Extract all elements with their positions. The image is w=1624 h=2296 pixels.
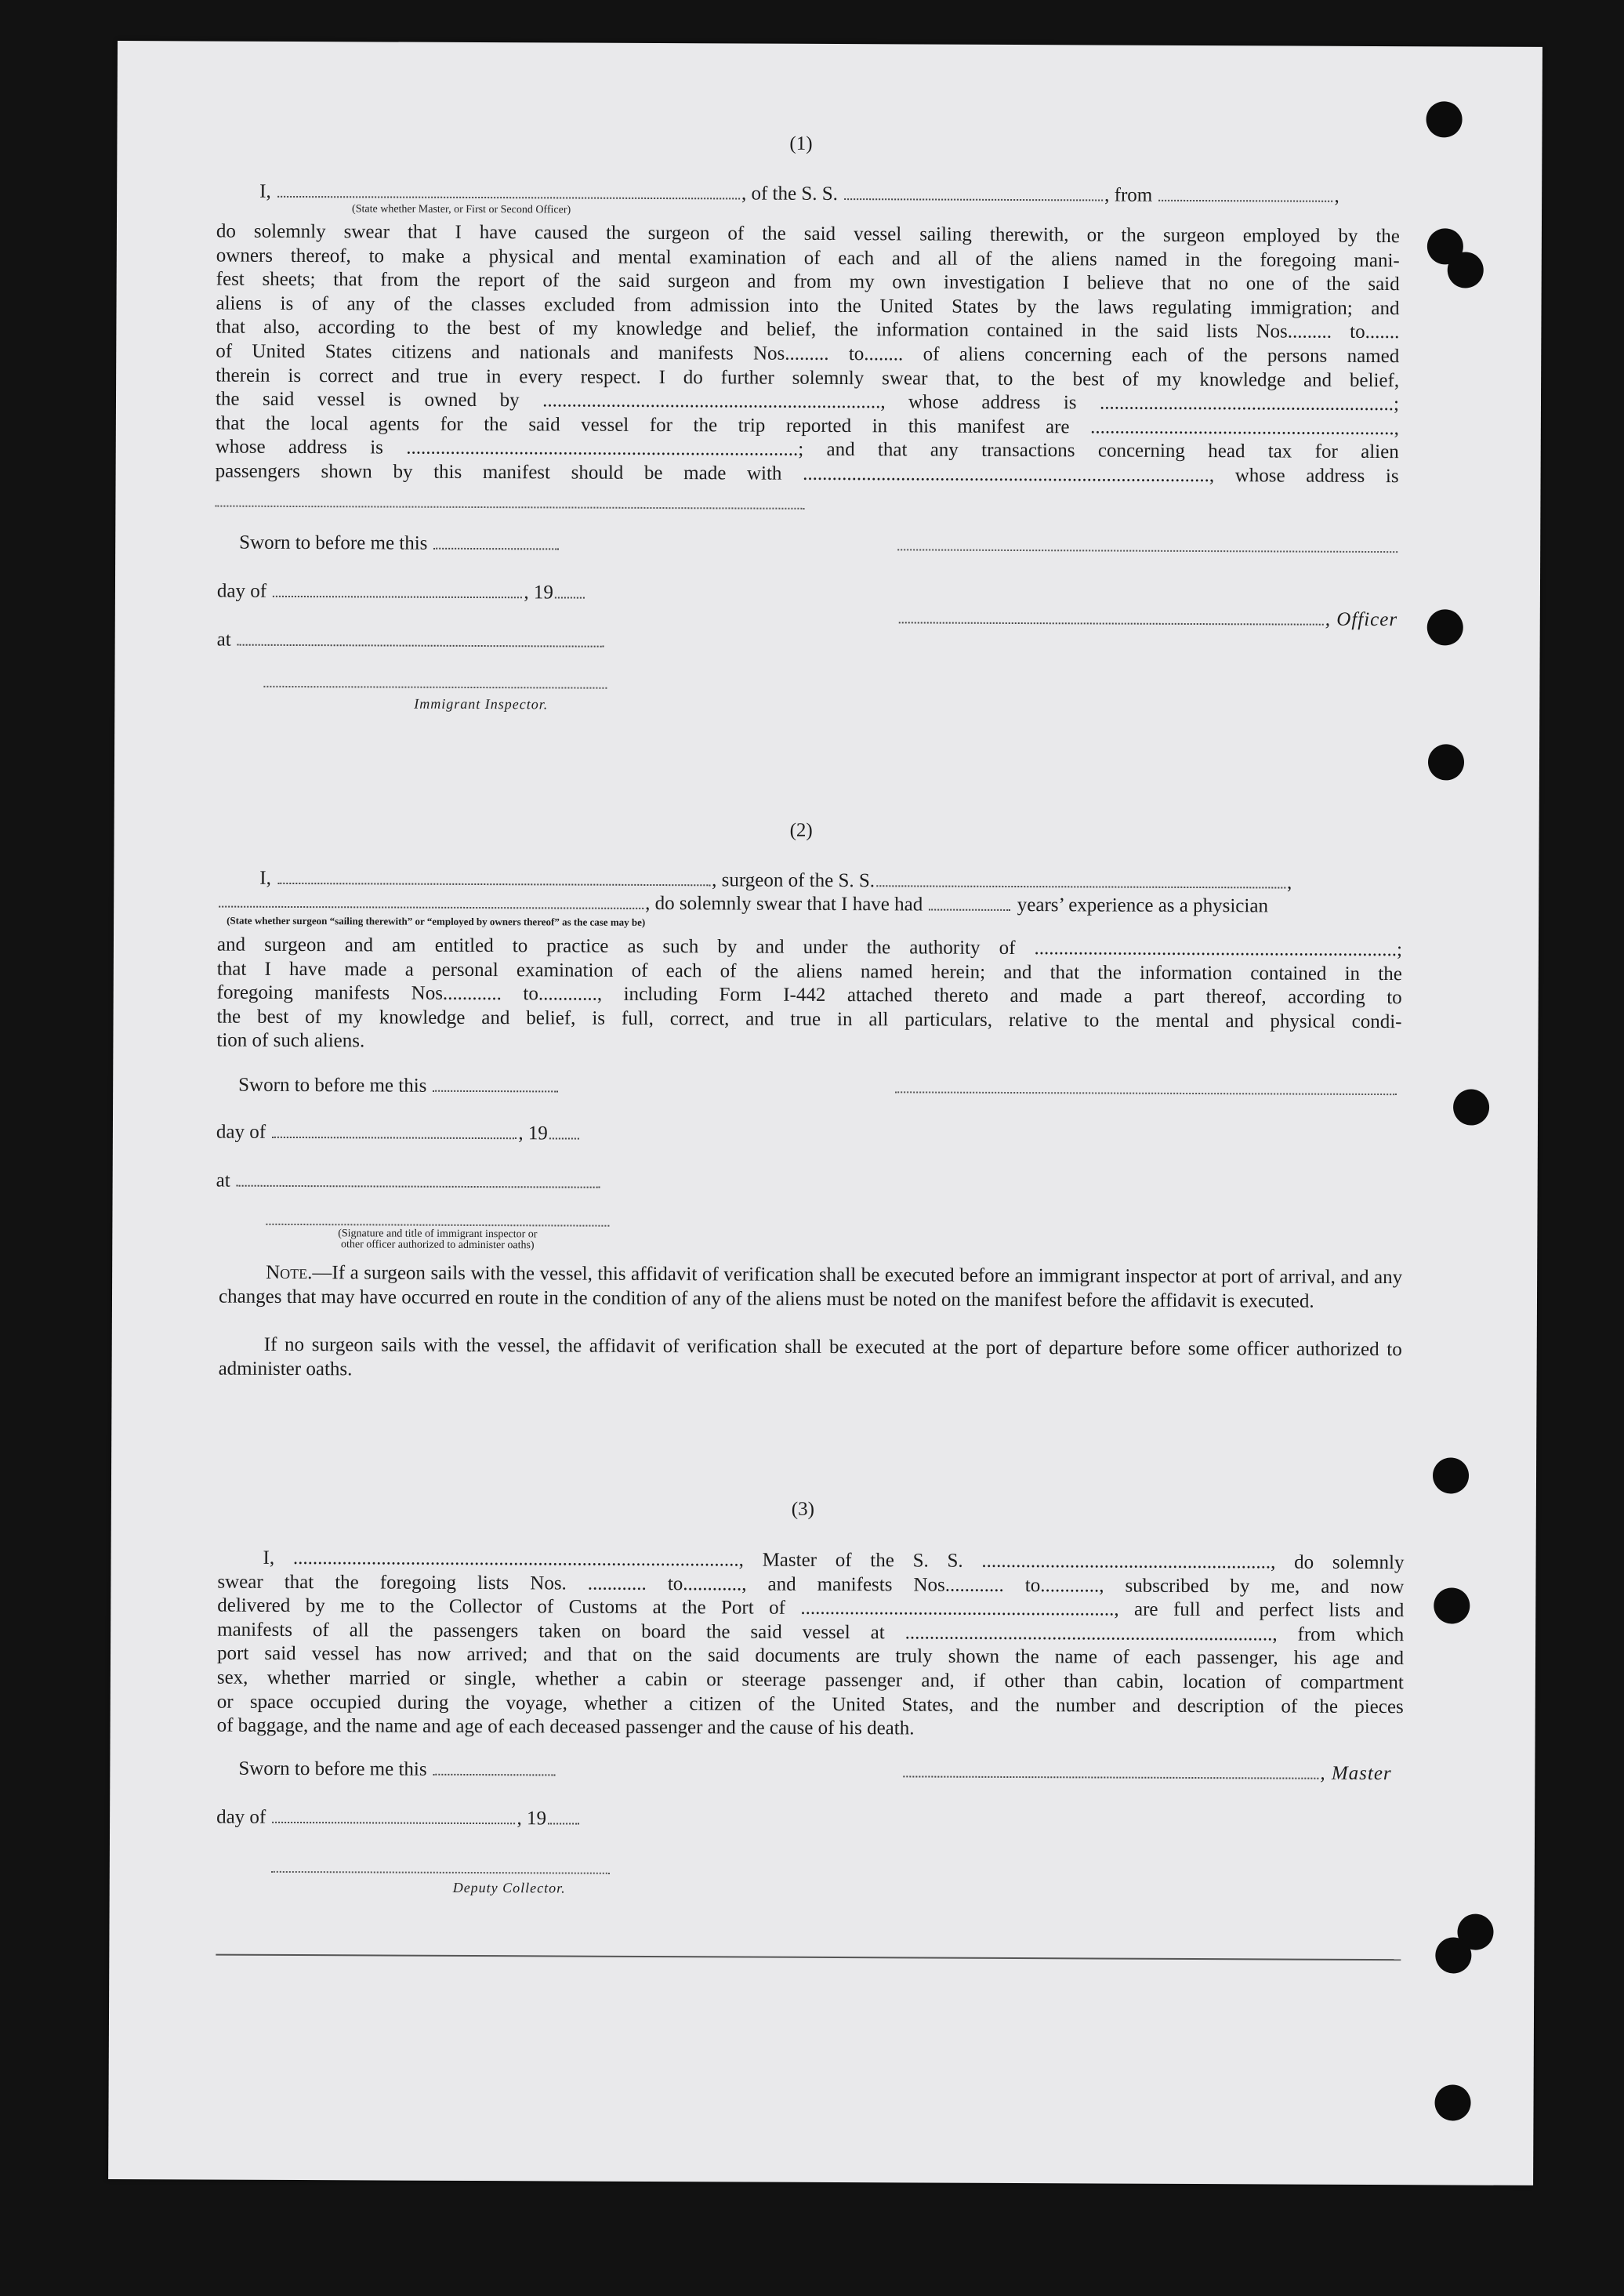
year-blank[interactable] [549, 1123, 579, 1139]
section-2-number: (2) [789, 819, 813, 841]
master-line [901, 1761, 1391, 1785]
section-2-first-line [259, 868, 1292, 894]
officer-line [897, 607, 1397, 631]
at-line [216, 1170, 602, 1194]
section-2-second-line [217, 891, 1268, 918]
body-line: whose address is ................................................................................; and that any transactions concerning head tax for alien [215, 436, 1399, 463]
body-line: delivered by me to the Collector of Customs at the Port of ................................................................, are full and perfect lists and [217, 1594, 1405, 1622]
sworn-day-blank[interactable] [434, 534, 560, 550]
at-blank[interactable] [237, 1171, 600, 1188]
body-line: do solemnly swear that I have caused the surgeon of the said vessel sailing therewith, or the surgeon employed by the [216, 220, 1400, 248]
punch-hole-6 [1453, 1089, 1489, 1125]
year-label: , 19 [517, 1808, 547, 1830]
note-label: Note. [266, 1261, 313, 1284]
body-line: manifests of all the passengers taken on board the said vessel at ..........................................................................., from which [217, 1619, 1405, 1645]
sworn-label: Sworn to before me this [238, 1074, 427, 1097]
body-line: tion of such aliens. [216, 1029, 365, 1052]
sworn-line [238, 1075, 560, 1098]
punch-hole-10 [1435, 1937, 1471, 1973]
bottom-rule [216, 1954, 1401, 1961]
section-2-body [216, 934, 1402, 1059]
body-line: the best of my knowledge and belief, is full, correct, and true in all particulars, relative to the mental and physical condi- [216, 1006, 1402, 1032]
day-of-label: day of [216, 1121, 266, 1143]
solemnly-swear-label: , do solemnly swear that I have had [645, 892, 923, 916]
day-of-blank[interactable] [272, 1123, 517, 1139]
years-blank[interactable] [929, 895, 1010, 911]
body-line: owners thereof, to make a physical and mental examination of each and all of the aliens named in the foregoing mani- [216, 245, 1400, 271]
body-line: therein is correct and true in every respect. I do further solemnly swear that, to the best of my knowledge and belief, [216, 365, 1400, 391]
surgeon-note: (State whether surgeon “sailing therewith” or “employed by owners thereof” as the case may be) [227, 914, 646, 928]
surgeon-witness-signature-line[interactable] [895, 1091, 1397, 1095]
day-of-line [217, 581, 586, 604]
body-line: foregoing manifests Nos............ to............, including Form I-442 attached thereto and made a part thereof, according to [216, 981, 1402, 1009]
day-of-blank[interactable] [273, 582, 522, 598]
note-paragraph-2 [219, 1333, 1402, 1387]
day-of-line [216, 1807, 581, 1830]
form-page [108, 41, 1542, 2185]
note-text: —If a surgeon sails with the vessel, this affidavit of verification shall be executed before an immigrant inspector at port of arrival, and any changes that may have occurred en route in the condition of any of the aliens must be noted on the manifest before the affidavit is executed. [218, 1262, 1403, 1312]
body-line: fest sheets; that from the report of the said surgeon and from my own investigation I believe that no one of the said [216, 268, 1400, 296]
signature-note-line-1: (Signature and title of immigrant inspector or [338, 1228, 538, 1241]
body-line: that also, according to the best of my knowledge and belief, the information contained in the said lists Nos......... to....... [216, 316, 1400, 343]
section-1-body [216, 220, 1400, 489]
at-line [217, 629, 606, 653]
body-line: sex, whether married or single, whether a cabin or steerage passenger and, if other than cabin, location of compartment [216, 1667, 1404, 1694]
section-3-number: (3) [791, 1498, 815, 1520]
sworn-label: Sworn to before me this [238, 1757, 427, 1780]
sworn-line [239, 532, 561, 556]
year-blank[interactable] [548, 1808, 579, 1824]
body-line: of baggage, and the name and age of each deceased passenger and the cause of his death. [216, 1714, 915, 1739]
first-line-prefix: I, [259, 867, 271, 889]
address-continuation-blank[interactable] [215, 506, 804, 510]
body-line: that I have made a personal examination of each of the aliens named herein; and that the information contained in the [216, 958, 1402, 985]
year-label: , 19 [524, 582, 553, 604]
officer-label: , Officer [1325, 608, 1398, 631]
sworn-day-blank[interactable] [433, 1076, 559, 1093]
punch-hole-4 [1427, 609, 1463, 645]
surgeon-of-ss-label: , surgeon of the S. S. [712, 869, 875, 892]
from-label: , from [1104, 184, 1153, 206]
body-line: passengers shown by this manifest should be made with ..................................................................................., whose address is [215, 460, 1399, 488]
signature-note-line-2: other officer authorized to administer oaths) [340, 1239, 535, 1252]
punch-hole-7 [1433, 1457, 1469, 1493]
body-line: port said vessel has now arrived; and that on the said documents are truly shown the name of each passenger, his age and [216, 1642, 1405, 1670]
surgeon-name-blank[interactable] [277, 869, 710, 886]
surgeon-status-blank[interactable] [219, 892, 643, 909]
master-signature-line[interactable] [897, 549, 1397, 553]
master-signature-blank[interactable] [903, 1761, 1318, 1779]
immigrant-inspector-label: Immigrant Inspector. [414, 695, 549, 713]
punch-hole-3 [1448, 252, 1484, 288]
sworn-line [238, 1758, 557, 1782]
master-label: , Master [1320, 1762, 1392, 1785]
master-name-blank[interactable] [277, 182, 740, 200]
section-1-number: (1) [789, 132, 813, 154]
note-paragraph [219, 1261, 1402, 1315]
note-text-2: If no surgeon sails with the vessel, the affidavit of verification shall be executed at the port of departure before some officer authorized to administer oaths. [218, 1333, 1402, 1380]
section-3-body [217, 1547, 1405, 1743]
inspector-signature-line[interactable] [263, 686, 607, 689]
vessel-name-blank[interactable] [844, 184, 1103, 201]
at-label: at [216, 629, 231, 651]
of-ss-label: , of the S. S. [741, 183, 838, 205]
punch-hole-11 [1434, 2084, 1470, 2120]
collector-signature-line[interactable] [271, 1871, 610, 1874]
body-line: that the local agents for the said vessel for the trip reported in this manifest are .............................................................., [215, 412, 1399, 439]
punch-hole-1 [1426, 101, 1462, 137]
body-line: the said vessel is owned by ....................................................................., whose address is ............................................................; [215, 388, 1400, 415]
sworn-label: Sworn to before me this [239, 531, 428, 554]
from-port-blank[interactable] [1158, 186, 1332, 202]
years-experience-label: years’ experience as a physician [1017, 894, 1269, 917]
first-line-end: , [1286, 872, 1292, 894]
sworn-day-blank[interactable] [433, 1760, 556, 1776]
body-line: swear that the foregoing lists Nos. ............ to............, and manifests Nos............ to............, subscribed by me, and now [217, 1571, 1405, 1598]
master-note: (State whether Master, or First or Second Officer) [352, 203, 571, 216]
body-line: aliens is of any of the classes excluded from admission into the United States by the laws regulating immigration; and [216, 292, 1400, 319]
year-label: , 19 [518, 1123, 548, 1144]
inspector-signature-line[interactable] [266, 1224, 609, 1227]
body-line: I, ..........................................................................................., Master of the S. S. ..........................................................., do solemnly [263, 1547, 1405, 1574]
at-blank[interactable] [237, 630, 604, 647]
body-line: and surgeon and am entitled to practice as such by and under the authority of ..........................................................................; [216, 934, 1403, 961]
body-line: or space occupied during the voyage, whether a citizen of the United States, and the number and description of the pieces [216, 1691, 1404, 1717]
punch-hole-8 [1434, 1587, 1470, 1623]
first-line-prefix: I, [259, 180, 271, 202]
day-of-label: day of [216, 580, 267, 602]
first-line-end: , [1334, 185, 1339, 207]
deputy-collector-label: Deputy Collector. [452, 1879, 566, 1896]
day-of-label: day of [216, 1806, 266, 1828]
punch-hole-5 [1428, 744, 1464, 780]
day-of-line [216, 1122, 581, 1145]
day-of-blank[interactable] [273, 1808, 516, 1824]
at-label: at [216, 1170, 230, 1192]
officer-signature-blank[interactable] [899, 608, 1324, 625]
year-blank[interactable] [555, 582, 585, 598]
surgeon-vessel-blank[interactable] [876, 871, 1285, 888]
body-line: of United States citizens and nationals and manifests Nos......... to........ of aliens concerning each of the persons named [216, 340, 1400, 368]
signature-note [266, 1228, 609, 1252]
